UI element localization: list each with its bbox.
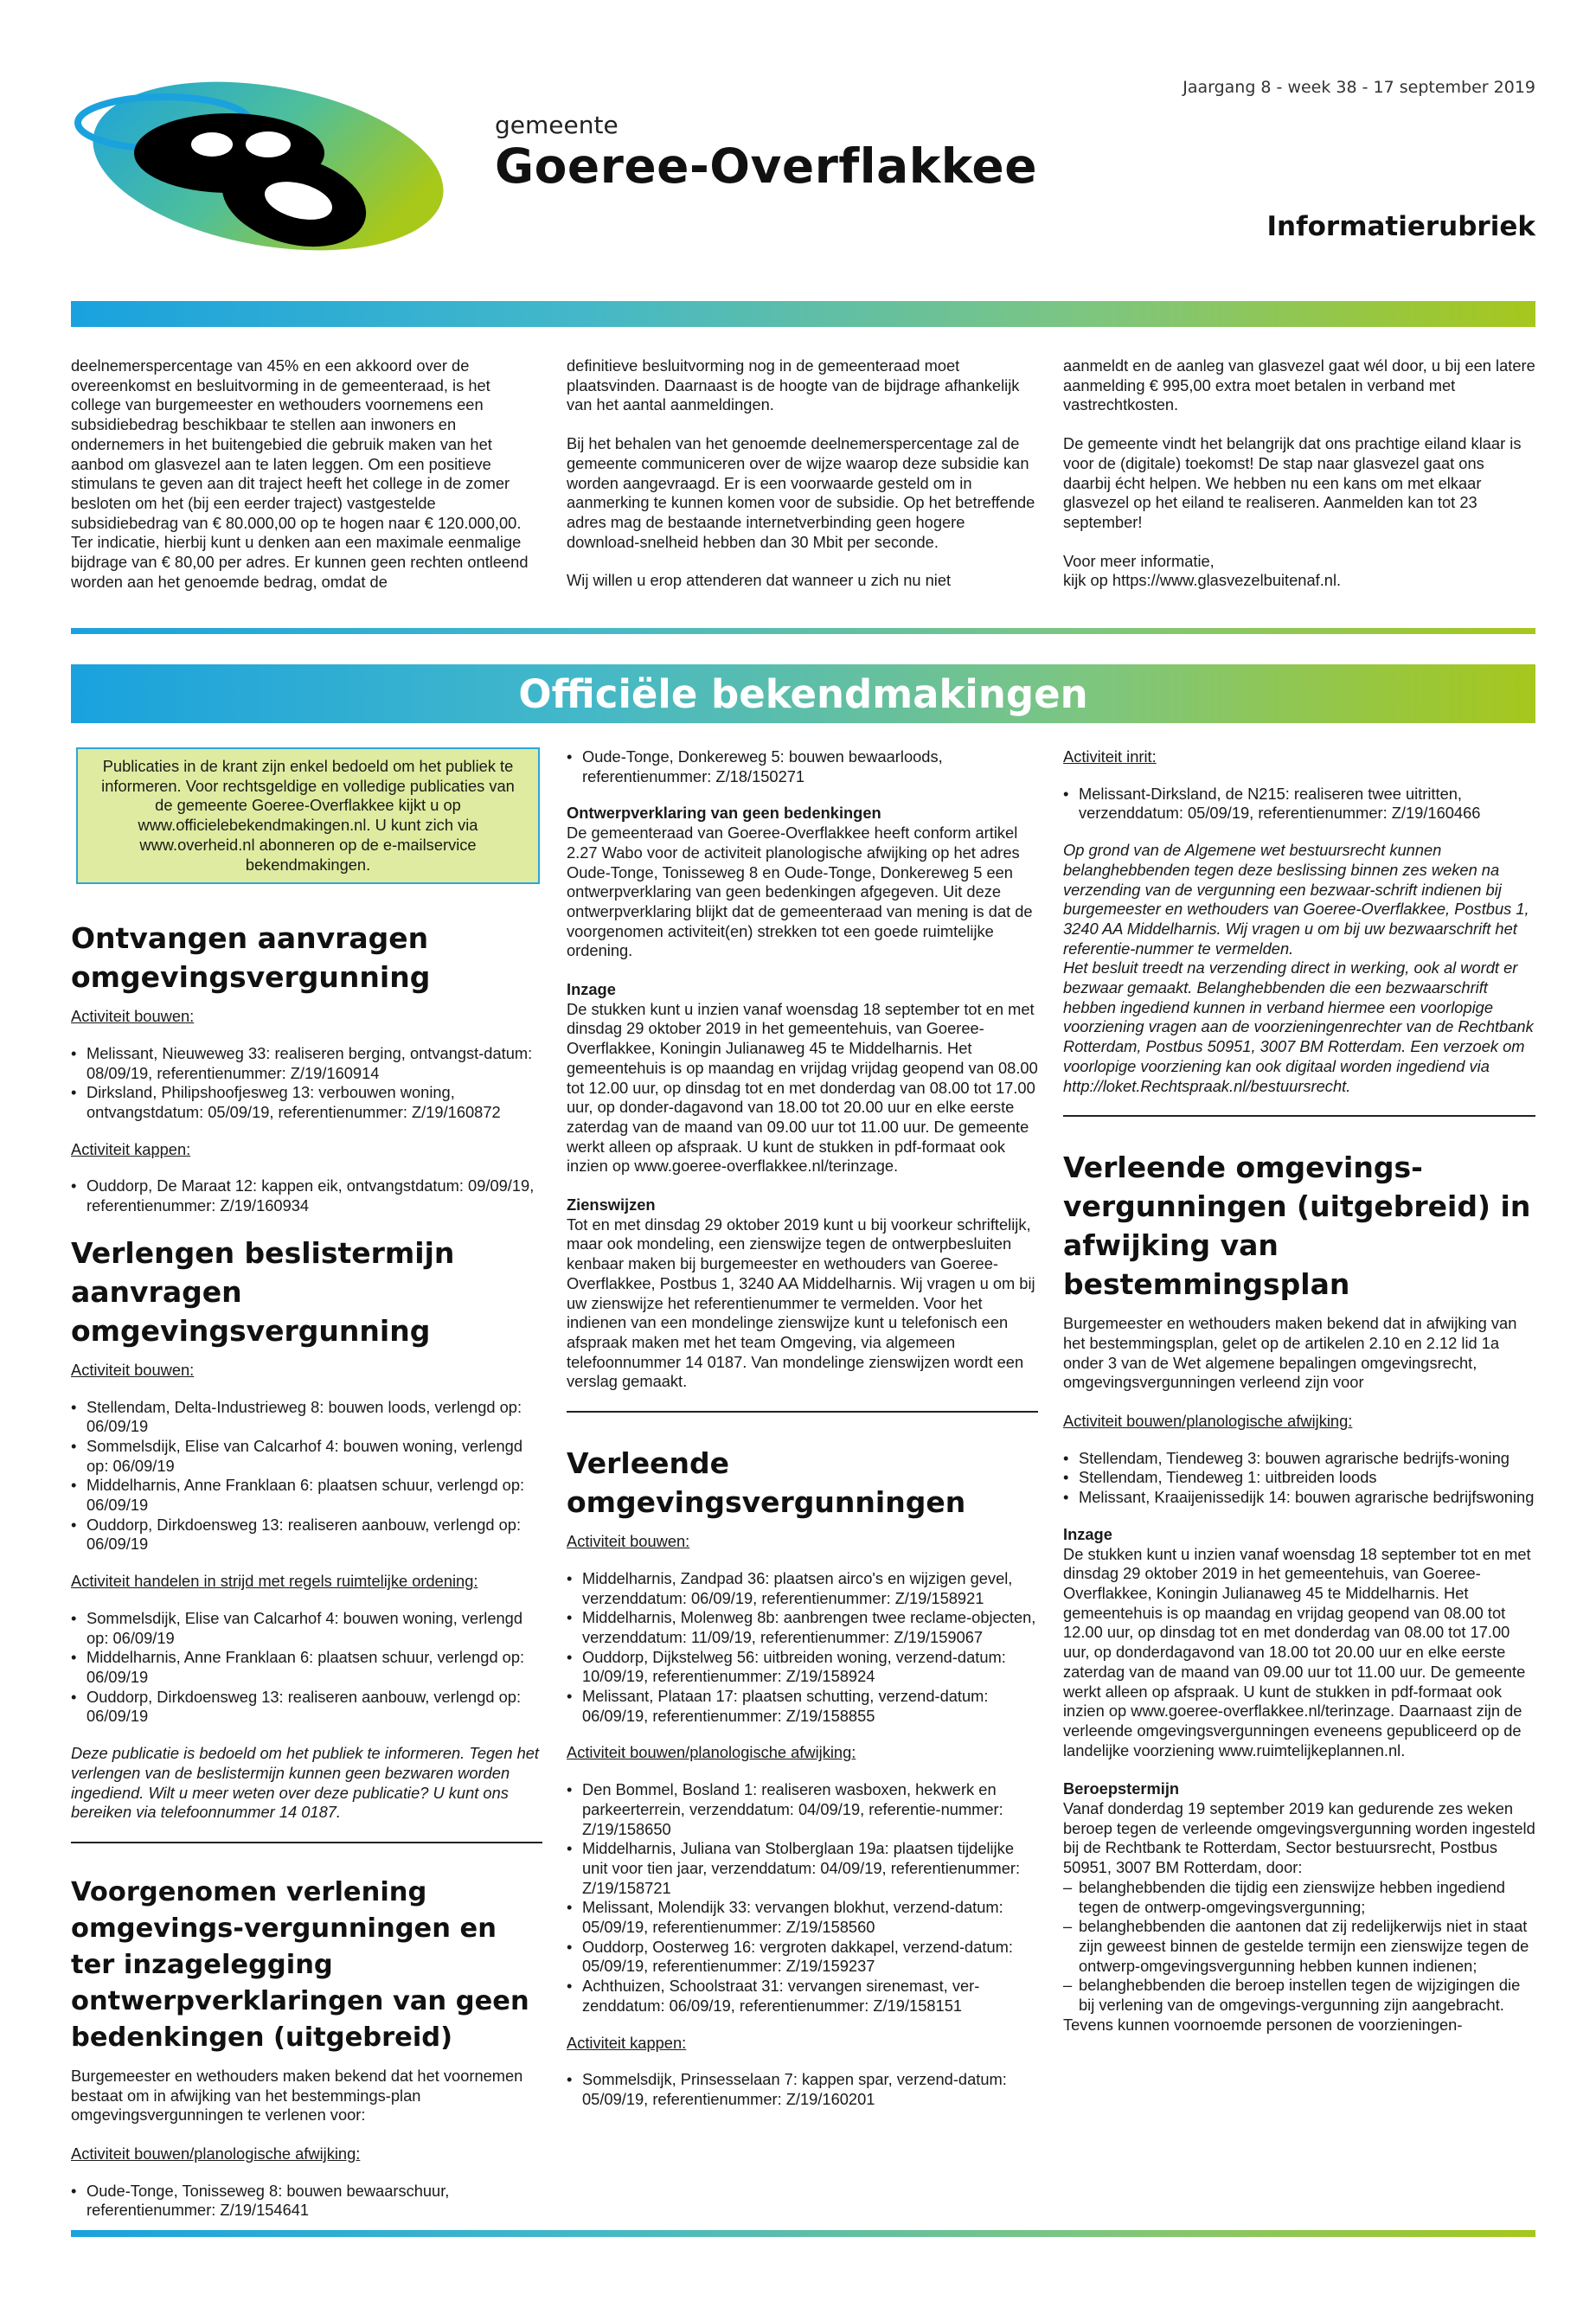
list-item: • Achthuizen, Schoolstraat 31: vervangen sirenemast, ver-zenddatum: 06/09/19, referentienummer: Z/19/158151 (567, 1977, 1038, 2016)
subheading: Zienswijzen (567, 1195, 656, 1215)
item-list (567, 1780, 1038, 2016)
italic-note: Op grond van de Algemene wet bestuursrecht kunnen belanghebbenden tegen deze beslissing binnen zes weken na verzending van de vergunning een bezwaar-schrift indienen bij burgemeester en wethouders van Goeree-Overflakkee, Postbus 1, 3240 AA Middelharnis. Wij vragen u om bij uw bezwaarschrift het referentie-nummer te vermelden. (1063, 841, 1529, 958)
list-item: – belanghebbenden die aantonen dat zij redelijkerwijs niet in staat zijn geweest binnen de gestelde termijn een zienswijze tegen de ontwerp-omgevingsvergunning hebben kunnen indienen; (1063, 1917, 1535, 1976)
list-item: • Ouddorp, Dirkdoensweg 13: realiseren aanbouw, verlengd op: 06/09/19 (71, 1688, 542, 1727)
activity-label: Activiteit bouwen/planologische afwijking: (567, 1743, 856, 1762)
paragraph: Vanaf donderdag 19 september 2019 kan gedurende zes weken beroep tegen de verleende omgevingsvergunning worden ingesteld bij de Rechtbank te Rotterdam, Sector bestuursrecht, Postbus 50951, 3007 BM Rotterdam, door: (1063, 1799, 1535, 1877)
heading-ontvangen-aanvragen: Ontvangen aanvragen omgevingsvergunning (71, 921, 431, 995)
header-gradient-bar (71, 301, 1535, 327)
subheading: Ontwerpverklaring van geen bedenkingen (567, 804, 881, 823)
list-item: • Middelharnis, Anne Franklaan 6: plaatsen schuur, verlengd op: 06/09/19 (71, 1476, 542, 1515)
activity-label: Activiteit bouwen: (71, 1360, 195, 1379)
item-list (567, 1569, 1038, 1727)
heading-verleende-uitgebreid: Verleende omgevings-vergunningen (uitgebreid) in afwijking van bestemmingsplan (1063, 1150, 1531, 1302)
paragraph: Burgemeester en wethouders maken bekend dat het voornemen bestaat om in afwijking van het bestemmings-plan omgevingsvergunningen te verlenen voor: (71, 2066, 523, 2125)
subheading: Inzage (1063, 1524, 1112, 1543)
item-list (71, 1609, 542, 1727)
list-item: • Middelharnis, Anne Franklaan 6: plaatsen schuur, verlengd op: 06/09/19 (71, 1648, 542, 1687)
item-list (1063, 785, 1535, 824)
list-item: • Middelharnis, Zandpad 36: plaatsen airco's en wijzigen gevel, verzenddatum: 06/09/19, referentienummer: Z/19/158921 (567, 1569, 1038, 1608)
paragraph: Burgemeester en wethouders maken bekend dat in afwijking van het bestemmingsplan, gelet op de artikelen 2.10 en 2.12 lid 1a onder 3 van de Wet algemene bepalingen omgevingsrecht, omgevingsvergunningen verleend zijn voor (1063, 1314, 1517, 1392)
activity-label: Activiteit kappen: (567, 2033, 687, 2052)
italic-note: Het besluit treedt na verzending direct in werking, ook al wordt er bezwaar gemaakt. Belanghebbenden die een bezwaarschrift hebben ingediend kunnen in verband hiermee een voorlopige voorziening vragen aan de voorzieningenrechter van de Rechtbank Rotterdam, Postbus 50951, 3007 BM Rotterdam. Een verzoek om voorlopige voorziening kan ook digitaal worden ingediend via http://loket.Rechtspraak.nl/bestuursrecht. (1063, 958, 1534, 1095)
list-item: • Oude-Tonge, Donkereweg 5: bouwen bewaarloods, referentienummer: Z/18/150271 (567, 747, 1038, 786)
intro-column-2 (567, 356, 1038, 610)
intro-paragraph: Wij willen u erop attenderen dat wanneer u zich nu niet (567, 571, 952, 590)
separator (567, 1411, 1038, 1413)
list-item: • Sommelsdijk, Elise van Calcarhof 4: bouwen woning, verlengd op: 06/09/19 (71, 1609, 542, 1648)
list-item: • Melissant, Plataan 17: plaatsen schutting, verzend-datum: 06/09/19, referentienummer: Z/19/158855 (567, 1687, 1038, 1726)
intro-paragraph: definitieve besluitvorming nog in de gemeenteraad moet plaatsvinden. Daarnaast is de hoogte van de bijdrage afhankelijk van het aantal aanmeldingen. (567, 356, 1020, 414)
list-item: • Melissant, Kraaijenissedijk 14: bouwen agrarische bedrijfswoning (1063, 1488, 1535, 1508)
paragraph: De stukken kunt u inzien vanaf woensdag 18 september tot en met dinsdag 29 oktober 2019 in het gemeentehuis, van Goeree-Overflakkee, Koningin Julianaweg 45 te Middelharnis. Het gemeentehuis is op maandag en vrijdag geopend van 08.00 tot 12.00 uur, op dinsdag tot en met donderdag van 08.00 tot 17.00 uur, op donderdagavond van 18.00 tot 20.00 uur en elke eerste zaterdag van de maand van 09.00 uur tot 11.00 uur. De gemeente werkt alleen op afspraak. U kunt de stukken in pdf-formaat ook inzien op www.goeree-overflakkee.nl/terinzage. Daarnaast zijn de verleende omgevingsvergunningen eveneens gepubliceerd op de landelijke voorziening www.ruimtelijkeplannen.nl. (1063, 1544, 1531, 1759)
list-item: • Stellendam, Tiendeweg 3: bouwen agrarische bedrijfs-woning (1063, 1449, 1535, 1469)
intro-column-1 (71, 356, 542, 611)
item-list (71, 1044, 542, 1123)
list-item: – belanghebbenden die tijdig een zienswijze hebben ingediend tegen de ontwerp-omgevingsvergunning; (1063, 1878, 1535, 1917)
intro-paragraph: Bij het behalen van het genoemde deelnemerspercentage zal de gemeente communiceren over de wijze waarop deze subsidie kan worden aangevraagd. Er is een voorwaarde gesteld om in aanmerking te kunnen komen voor de subsidie. Op het betreffende adres mag de bestaande internetverbinding geen hogere download-snelheid hebben dan 30 Mbit per seconde. (567, 434, 1035, 551)
paragraph: Tevens kunnen voornoemde personen de voorzieningen- (1063, 2015, 1463, 2034)
list-item: – belanghebbenden die beroep instellen tegen de wijzigingen die bij verlening van de omgevings-vergunning zijn aangebracht. (1063, 1976, 1535, 2015)
list-item: • Stellendam, Delta-Industrieweg 8: bouwen loods, verlengd op: 06/09/19 (71, 1398, 542, 1437)
activity-label: Activiteit kappen: (71, 1139, 191, 1158)
intro-more-info: Voor meer informatie, (1063, 551, 1215, 570)
divider-bar (71, 628, 1535, 634)
heading-verleende-omgevingsvergunningen: Verleende omgevingsvergunningen (567, 1446, 966, 1520)
item-list (567, 747, 1038, 786)
list-item: • Sommelsdijk, Prinsesselaan 7: kappen spar, verzend-datum: 05/09/19, referentienummer: Z/19/160201 (567, 2070, 1038, 2109)
list-item: • Ouddorp, Dirkdoensweg 13: realiseren aanbouw, verlengd op: 06/09/19 (71, 1516, 542, 1554)
item-list (71, 1176, 542, 1215)
intro-paragraph: aanmeldt en de aanleg van glasvezel gaat wél door, u bij een latere aanmelding € 995,00 extra moet betalen in verband met vastrechtkosten. (1063, 356, 1535, 414)
paragraph: De gemeenteraad van Goeree-Overflakkee heeft conform artikel 2.27 Wabo voor de activiteit planologische afwijking op het adres Oude-Tonge, Tonisseweg 8 en Oude-Tonge, Donkereweg 5 een ontwerpverklaring van geen bedenkingen afgegeven. Uit deze ontwerpverklaring blijkt dat de gemeenteraad van mening is dat de voorgenomen activiteit(en) strekken tot een goede ruimtelijke ordening. (567, 824, 1033, 960)
intro-column-3 (1063, 356, 1535, 591)
paragraph: Tot en met dinsdag 29 oktober 2019 kunt u bij voorkeur schriftelijk, maar ook mondeling, een zienswijze tegen de ontwerpbesluiten kenbaar maken bij burgemeester en wethouders van Goeree-Overflakkee, Postbus 1, 3240 AA Middelharnis. Wij vragen u om bij uw zienswijze het referentienummer te vermelden. Voor het indienen van een mondelinge zienswijze kunt u telefonisch een afspraak maken met het team Omgeving, via algemeen telefoonnummer 14 0187. Van mondelinge zienswijzen wordt een verslag gemaakt. (567, 1215, 1035, 1391)
intro-more-info-link[interactable]: kijk op https://www.glasvezelbuitenaf.nl. (1063, 571, 1342, 590)
list-item: • Middelharnis, Molenweg 8b: aanbrengen twee reclame-objecten, verzenddatum: 11/09/19, referentienummer: Z/19/159067 (567, 1608, 1038, 1647)
activity-label: Activiteit bouwen/planologische afwijking: (71, 2144, 361, 2163)
intro-paragraph: deelnemerspercentage van 45% en een akkoord over de overeenkomst en besluitvorming in de gemeenteraad, is het college van burgemeester en wethouders voornemens een subsidiebedrag beschikbaar te stellen aan inwoners en ondernemers in het buitengebied die gebruik maken van het aanbod om glasvezel aan te laten leggen. Om een positieve stimulans te geven aan dit traject heeft het college in de zomer besloten om het (bij een eerder traject) vastgestelde subsidiebedrag van € 80.000,00 op te hogen naar € 120.000,00. Ter indicatie, hierbij kunt u denken aan een maximale eenmalige bijdrage van € 80,00 per adres. Er kunnen geen rechten ontleend worden aan het genoemde bedrag, omdat de (71, 356, 529, 591)
activity-label: Activiteit handelen in strijd met regels ruimtelijke ordening: (71, 1572, 478, 1591)
activity-label: Activiteit bouwen/planologische afwijking: (1063, 1412, 1353, 1431)
rubric-title: Informatierubriek (1266, 211, 1535, 242)
heading-verlengen-beslistermijn: Verlengen beslistermijn aanvragen omgevingsvergunning (71, 1235, 455, 1348)
list-item: • Stellendam, Tiendeweg 1: uitbreiden loods (1063, 1468, 1535, 1488)
separator (1063, 1115, 1535, 1117)
activity-label: Activiteit bouwen: (567, 1532, 690, 1551)
issue-line: Jaargang 8 - week 38 - 17 september 2019 (1183, 78, 1535, 97)
list-item: • Ouddorp, Oosterweg 16: vergroten dakkapel, verzend-datum: 05/09/19, referentienummer: Z/19/159237 (567, 1938, 1038, 1977)
intro-paragraph: De gemeente vindt het belangrijk dat ons prachtige eiland klaar is voor de (digitale) toekomst! De stap naar glasvezel gaat ons daarbij écht helpen. We hebben nu een kans om met elkaar glasvezel op het eiland te realiseren. Aanmelden kan tot 23 september! (1063, 434, 1522, 531)
paragraph: De stukken kunt u inzien vanaf woensdag 18 september tot en met dinsdag 29 oktober 2019 in het gemeentehuis, van Goeree-Overflakkee, Koningin Julianaweg 45 te Middelharnis. Het gemeentehuis is op maandag en vrijdag vrijdag geopend van 08.00 tot 12.00 uur, op dinsdag tot en met donderdag van 08.00 tot 17.00 uur, op donder-dagavond van 18.00 tot 20.00 uur en elke eerste zaterdag van de maand van 09.00 uur tot 11.00 uur. De gemeente werkt alleen op afspraak. U kunt de stukken in pdf-formaat ook inzien op www.goeree-overflakkee.nl/terinzage. (567, 999, 1038, 1176)
dash-list (1063, 1878, 1535, 2016)
heading-voorgenomen-verlening: Voorgenomen verlening omgevings-vergunningen en ter inzagelegging ontwerpverklaringen van geen bedenkingen (uitgebreid) (71, 1876, 529, 2053)
list-item: • Ouddorp, De Maraat 12: kappen eik, ontvangstdatum: 09/09/19, referentienummer: Z/19/160934 (71, 1176, 542, 1215)
list-item: • Den Bommel, Bosland 1: realiseren wasboxen, hekwerk en parkeerterrein, verzenddatum: 04/09/19, referentie-nummer: Z/19/158650 (567, 1780, 1038, 1839)
list-item: • Sommelsdijk, Elise van Calcarhof 4: bouwen woning, verlengd op: 06/09/19 (71, 1437, 542, 1476)
brand-name: Goeree-Overflakkee (495, 138, 1037, 194)
main-column-2 (567, 747, 1038, 2127)
item-list (567, 2070, 1038, 2109)
section-title: Officiële bekendmakingen (71, 664, 1535, 723)
list-item: • Middelharnis, Juliana van Stolberglaan 19a: plaatsen tijdelijke unit voor tien jaar, verzenddatum: 04/09/19, referentienummer: Z/19/158721 (567, 1839, 1038, 1898)
list-item: • Melissant, Molendijk 33: vervangen blokhut, verzend-datum: 05/09/19, referentienummer: Z/19/158560 (567, 1898, 1038, 1937)
separator (71, 1842, 542, 1843)
list-item: • Dirksland, Philipshoofjesweg 13: verbouwen woning, ontvangstdatum: 05/09/19, referentienummer: Z/19/160872 (71, 1083, 542, 1122)
activity-label: Activiteit inrit: (1063, 747, 1157, 766)
list-item: • Melissant-Dirksland, de N215: realiseren twee uitritten, verzenddatum: 05/09/19, referentienummer: Z/19/160466 (1063, 785, 1535, 824)
subheading: Beroepstermijn (1063, 1779, 1180, 1798)
list-item: • Oude-Tonge, Tonisseweg 8: bouwen bewaarschuur, referentienummer: Z/19/154641 (71, 2182, 542, 2221)
activity-label: Activiteit bouwen: (71, 1007, 195, 1026)
list-item: • Melissant, Nieuweweg 33: realiseren berging, ontvangst-datum: 08/09/19, referentienummer: Z/19/160914 (71, 1044, 542, 1083)
subheading: Inzage (567, 980, 616, 999)
main-column-1 (71, 747, 542, 2238)
italic-note: Deze publicatie is bedoeld om het publiek te informeren. Tegen het verlengen van de beslistermijn kunnen geen bezwaren worden ingediend. Wilt u meer weten over deze publicatie? U kunt ons bereiken via telefoonnummer 14 0187. (71, 1744, 539, 1822)
municipality-logo (61, 71, 450, 253)
brand-gemeente: gemeente (495, 111, 619, 139)
item-list (1063, 1449, 1535, 1508)
item-list (71, 1398, 542, 1555)
item-list (71, 2182, 542, 2221)
notice-box: Publicaties in de krant zijn enkel bedoeld om het publiek te informeren. Voor rechtsgeldige en volledige publicaties van de gemeente Goeree-Overflakkee kijkt u op www.officielebekendmakingen.nl. U kunt zich via www.overheid.nl abonneren op de e-mailservice bekendmakingen. (76, 747, 540, 884)
list-item: • Ouddorp, Dijkstelweg 56: uitbreiden woning, verzend-datum: 10/09/19, referentienummer: Z/19/158924 (567, 1648, 1038, 1687)
footer-gradient-bar (71, 2230, 1535, 2237)
main-column-3 (1063, 747, 1535, 2035)
